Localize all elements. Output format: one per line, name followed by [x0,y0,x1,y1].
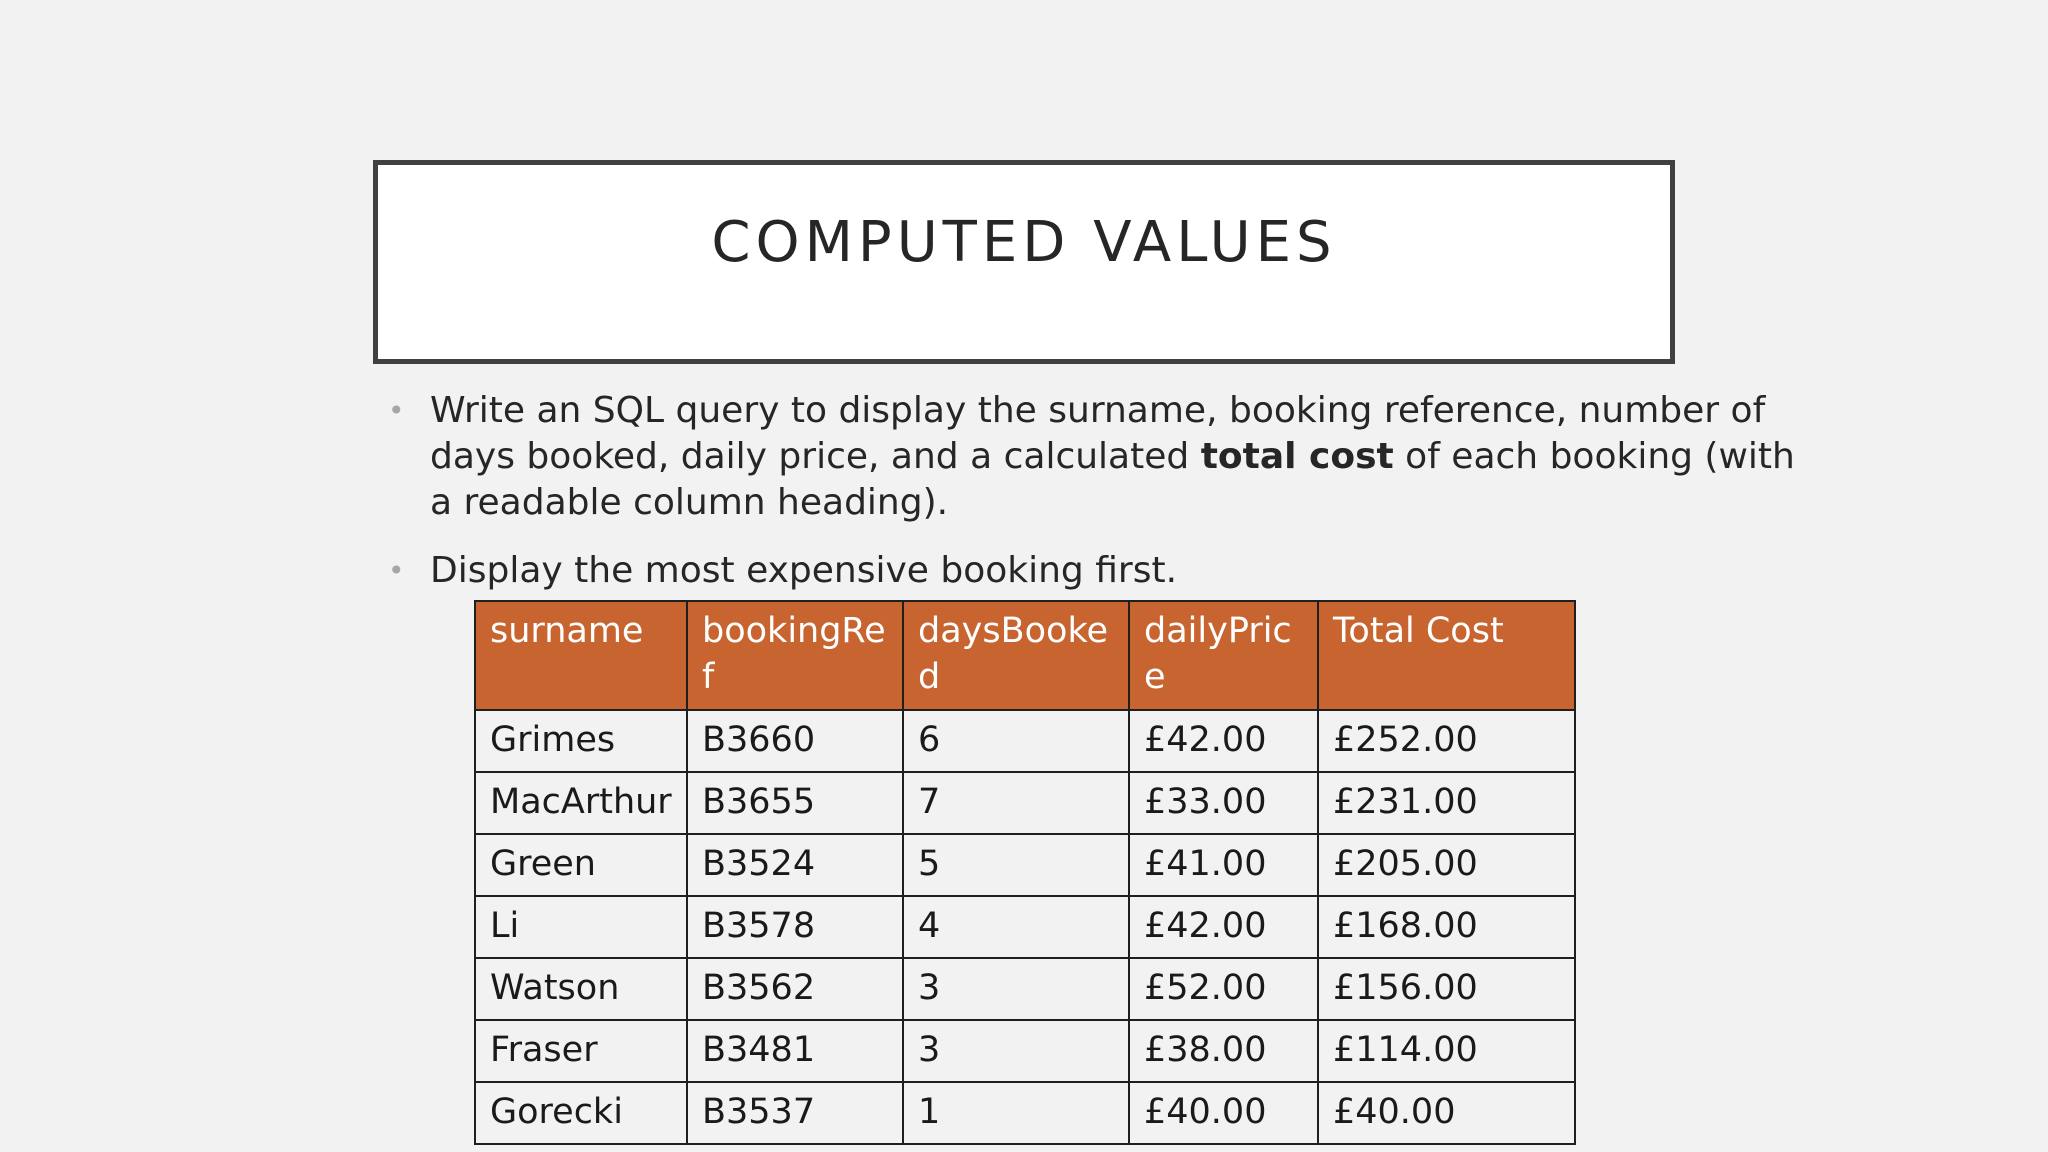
cell-daily-price: £38.00 [1129,1020,1318,1082]
cell-days-booked: 7 [903,772,1129,834]
cell-booking-ref: B3537 [687,1082,903,1144]
cell-days-booked: 4 [903,896,1129,958]
column-header: dailyPrice [1129,601,1318,710]
bullet-item-query [388,388,1808,526]
cell-daily-price: £40.00 [1129,1082,1318,1144]
table-row [475,1082,1575,1144]
table-row [475,834,1575,896]
cell-total-cost: £114.00 [1318,1020,1575,1082]
cell-days-booked: 3 [903,958,1129,1020]
table-header-row [475,601,1575,710]
cell-booking-ref: B3578 [687,896,903,958]
cell-total-cost: £205.00 [1318,834,1575,896]
cell-days-booked: 5 [903,834,1129,896]
cell-total-cost: £40.00 [1318,1082,1575,1144]
cell-booking-ref: B3655 [687,772,903,834]
bullet-text-after: of each booking (with a readable column heading). [430,436,1795,523]
cell-days-booked: 6 [903,710,1129,772]
cell-surname: Watson [475,958,687,1020]
title-box [373,160,1675,364]
bullet-text-bold: total cost [1200,436,1394,477]
bullet-text: Display the most expensive booking first. [430,550,1178,591]
cell-total-cost: £156.00 [1318,958,1575,1020]
cell-total-cost: £231.00 [1318,772,1575,834]
cell-surname: Gorecki [475,1082,687,1144]
cell-booking-ref: B3524 [687,834,903,896]
table-row [475,958,1575,1020]
cell-days-booked: 3 [903,1020,1129,1082]
column-header: daysBooked [903,601,1129,710]
bullet-dot-icon: • [388,554,405,587]
slide-title: COMPUTED VALUES [711,210,1337,275]
cell-booking-ref: B3562 [687,958,903,1020]
cell-total-cost: £168.00 [1318,896,1575,958]
cell-surname: MacArthur [475,772,687,834]
cell-daily-price: £33.00 [1129,772,1318,834]
cell-daily-price: £41.00 [1129,834,1318,896]
cell-surname: Green [475,834,687,896]
cell-total-cost: £252.00 [1318,710,1575,772]
cell-booking-ref: B3660 [687,710,903,772]
table-row [475,1020,1575,1082]
cell-daily-price: £42.00 [1129,710,1318,772]
cell-daily-price: £52.00 [1129,958,1318,1020]
table-row [475,710,1575,772]
cell-surname: Fraser [475,1020,687,1082]
bullet-item-order [388,548,1808,594]
column-header: bookingRef [687,601,903,710]
cell-daily-price: £42.00 [1129,896,1318,958]
column-header: Total Cost [1318,601,1575,710]
bullet-dot-icon: • [388,394,405,427]
cell-surname: Li [475,896,687,958]
table-row [475,896,1575,958]
bullet-list [388,388,1808,594]
column-header: surname [475,601,687,710]
results-table [474,600,1576,1145]
table-row [475,772,1575,834]
cell-days-booked: 1 [903,1082,1129,1144]
cell-booking-ref: B3481 [687,1020,903,1082]
cell-surname: Grimes [475,710,687,772]
bullet-text-before: Write an SQL query to display the surname, booking reference, number of days booked, daily price, and a calculated [430,390,1766,477]
